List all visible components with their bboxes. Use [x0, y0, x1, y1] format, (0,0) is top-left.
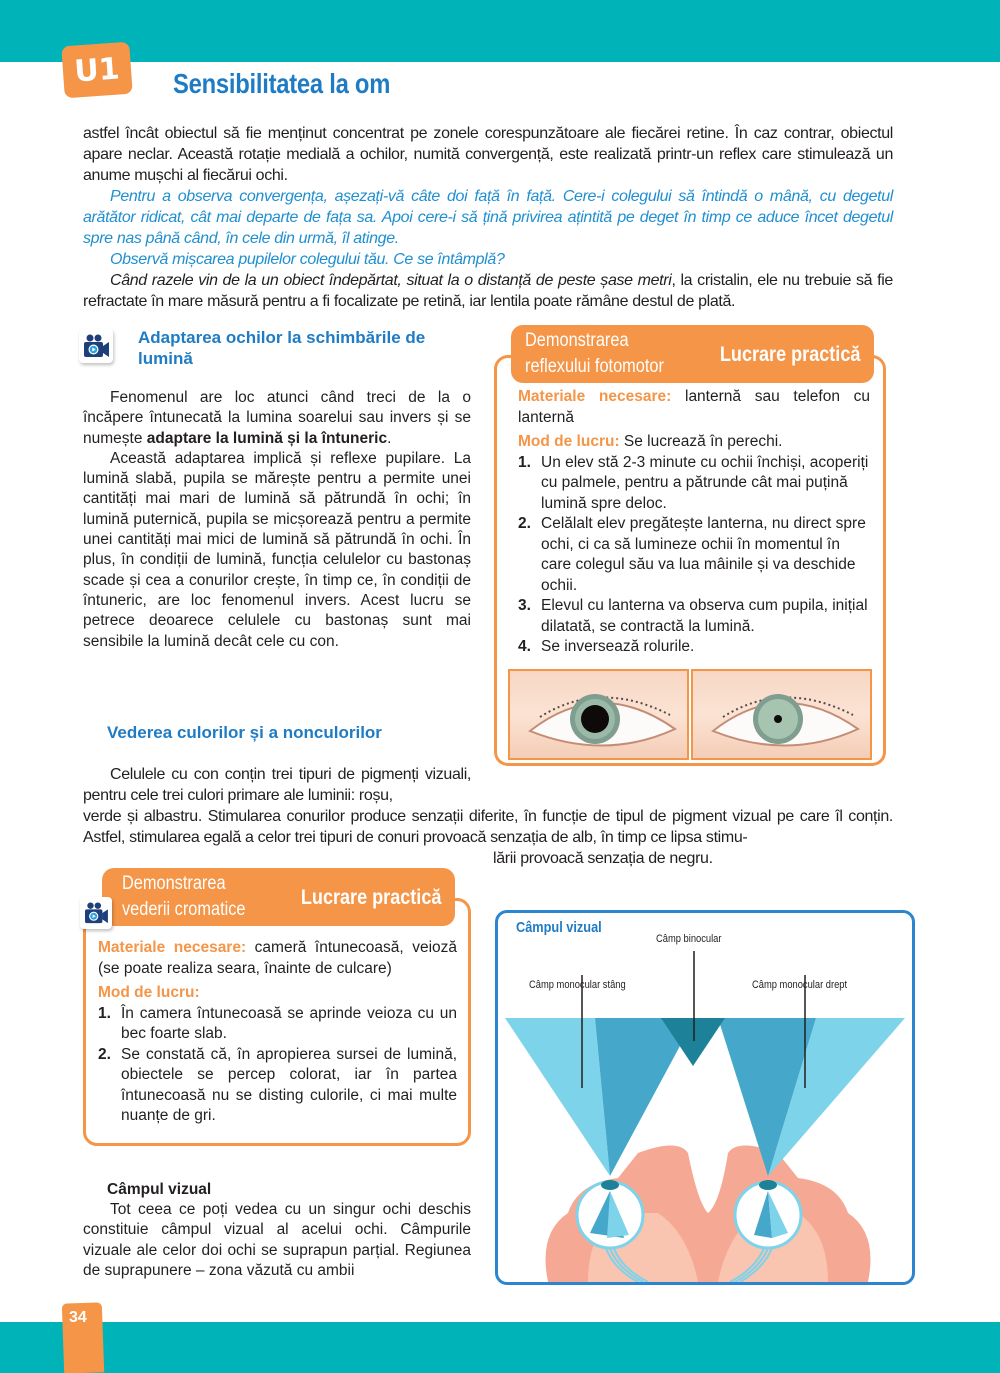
intro-paragraph-2: Pentru a observa convergența, așezați-vă câte doi față în față. Cere-i colegului să întindă o mână, cu degetul arătător ridicat, cât mai departe de fața sa. Apoi cere-i să țină privirea ațintită pe deget în timp ce aduce încet degetul spre nas până când, în cele din urmă, îl atinge.	[83, 188, 893, 247]
video-camera-icon[interactable]	[80, 897, 112, 929]
materials-text: lanternă sau telefon cu lanternă	[518, 388, 871, 426]
step-number: 2.	[518, 515, 531, 532]
intro-italic-phrase: Când razele vin de la un obiect îndepărtat, situat la o distanță de peste șase metri	[110, 272, 672, 289]
video-camera-glyph	[84, 902, 108, 924]
section-heading-colors: Vederea culorilor și a nonculorilor	[107, 723, 382, 742]
practical-reflex-tag: Lucrare practică	[719, 343, 860, 366]
right-lens	[759, 1180, 777, 1190]
practical-reflex-header	[511, 325, 874, 383]
section-heading-adaptation: Adaptarea ochilor la schimbările de lumină	[138, 328, 426, 368]
practical-reflex-body	[518, 387, 870, 658]
method-text: Se lucrează în perechi.	[619, 433, 783, 450]
materials-text: cameră întunecoasă, veioză (se poate realiza seara, înainte de culcare)	[98, 939, 457, 977]
practical-reflex-title	[525, 328, 664, 380]
intro-paragraph-4	[83, 270, 893, 312]
adaptation-p1-end: .	[387, 429, 392, 447]
intro-text	[83, 123, 893, 312]
step-number: 2.	[98, 1045, 111, 1063]
visual-field-illustration	[498, 913, 912, 1282]
practical-color-title-line1: Demonstrarea	[122, 873, 226, 894]
page-title: Sensibilitatea la om	[173, 68, 391, 99]
eye-dilated-illustration	[510, 671, 689, 760]
practical-color-materials	[98, 938, 457, 979]
section-heading-field: Câmpul vizual	[107, 1181, 212, 1198]
practical-color-header	[102, 868, 455, 926]
intro-rest: , la cristalin, ele nu trebuie să fie refractate în mare măsură pentru a fi focalizate pe retină, iar lentila poate rămâne destul de plată.	[83, 272, 893, 310]
practical-reflex-steps	[518, 453, 870, 658]
step-item	[518, 453, 870, 515]
practical-color-title-line2: vederii cromatice	[122, 899, 246, 920]
adaptation-p1-bold: adaptare la lumină și la întuneric	[146, 429, 388, 447]
step-item	[98, 1004, 457, 1045]
practical-color-title	[122, 871, 246, 923]
step-item	[518, 637, 870, 658]
intro-paragraph-1: astfel încât obiectul să fie menținut concentrat pe zonele corespunzătoare ale fiecărei retine. În caz contrar, obiectul apare neclar. Această rotație medială a ochilor, numită convergență, este realizată printr-un reflex care stimulează un anume mușchi al fiecărui ochi.	[83, 125, 893, 184]
step-text: Elevul cu lanterna va observa cum pupila, inițial dilatată, se contractă la lumină.	[541, 597, 868, 635]
step-text: În camera întunecoasă se aprinde veioza cu un bec foarte slab.	[121, 1004, 457, 1042]
step-item	[98, 1045, 457, 1127]
video-camera-icon[interactable]	[79, 329, 113, 363]
practical-color-steps	[98, 1004, 457, 1127]
top-band	[0, 0, 1000, 62]
field-paragraph: Tot ceea ce poți vedea cu un singur ochi deschis constituie câmpul vizual al acelui ochi. Câmpurile vizuale ale celor doi ochi se suprapun parțial. Regiunea de suprapunere – zona văzută cu ambii	[83, 1201, 471, 1279]
video-camera-glyph	[83, 334, 109, 358]
step-item	[518, 514, 870, 596]
label-monocular-left: Câmp monocular stâng	[529, 979, 626, 991]
step-text: Un elev stă 2-3 minute cu ochii închiși, acoperiți cu palmele, pentru a pătrunde cât mai puțină lumină spre deloc.	[541, 453, 869, 512]
practical-reflex-method	[518, 432, 870, 453]
step-number: 1.	[518, 453, 531, 471]
colors-paragraph-c: lării provoacă senzația de negru.	[493, 850, 713, 867]
step-number: 4.	[518, 638, 531, 655]
practical-reflex-title-line1: Demonstrarea	[525, 330, 629, 351]
adaptation-text	[83, 388, 471, 652]
step-number: 1.	[98, 1004, 111, 1022]
eye-photo-contracted	[691, 669, 872, 760]
step-number: 3.	[518, 597, 531, 614]
step-text: Celălalt elev pregătește lanterna, nu direct spre ochi, ci ca să lumineze ochii în momentul în care colegul său va lua mâinile și va deschide ochii.	[541, 515, 866, 594]
step-text: Se constată că, în apropierea sursei de lumină, obiectele se percep colorat, iar în partea întunecoasă nu se disting culorile, ci mai multe nuanțe de gri.	[121, 1045, 457, 1124]
step-item	[518, 596, 870, 637]
adaptation-paragraph-1	[83, 388, 471, 449]
page-number: 34	[69, 1309, 87, 1326]
step-text: Se inversează rolurile.	[541, 638, 695, 655]
diagram-title: Câmpul vizual	[516, 919, 602, 936]
practical-color-method-label: Mod de lucru:	[98, 984, 200, 1001]
eye-contracted-illustration	[693, 671, 872, 760]
label-monocular-right: Câmp monocular drept	[752, 979, 848, 991]
left-monocular-field	[505, 1018, 610, 1176]
eye-photo-dilated	[508, 669, 689, 760]
materials-label: Materiale necesare:	[518, 388, 672, 405]
left-lens	[601, 1180, 619, 1190]
practical-reflex-title-line2: reflexului fotomotor	[525, 356, 664, 377]
intro-paragraph-3: Observă mișcarea pupilelor colegului tău. Ce se întâmplă?	[110, 251, 505, 268]
unit-badge: U1	[61, 42, 132, 99]
practical-reflex-materials	[518, 387, 870, 428]
adaptation-p1-start: Fenomenul are loc atunci când treci de la o încăpere întunecată la lumina soarelui sau invers și se numește	[83, 389, 471, 447]
practical-color-tag: Lucrare practică	[300, 886, 441, 909]
label-binocular: Câmp binocular	[656, 933, 722, 945]
visual-field-diagram	[495, 910, 915, 1285]
method-label: Mod de lucru:	[518, 433, 620, 450]
adaptation-paragraph-2: Această adaptarea implică și reflexe pupilare. La lumină slabă, pupila se mărește pentru a permite unei cantități mai mari de lumină să pătrundă în ochi; în lumină puternică, pupila se micșorează pentru a permite unei cantități mai mici de lumină să pătrundă în ochi. În plus, în condiții de lumină, funcția celulelor cu bastonaș scade și cea a conurilor crește, în timp ce, în condiții de întuneric, are loc fenomenul invers. Acest lucru se petrece deoarece celulele cu bastonaș sunt mai sensibile la lumină decât cele cu con.	[83, 449, 471, 650]
practical-color-body	[98, 938, 457, 1127]
materials-label: Materiale necesare:	[98, 939, 247, 956]
colors-paragraph-b: verde și albastru. Stimularea conurilor produce senzații diferite, în funcție de tipul de pigment vizual pe care îl conțin. Astfel, stimularea egală a celor trei tipuri de conuri provoacă senzația de alb, în timp ce lipsa stimu-	[83, 808, 893, 846]
colors-paragraph-a: Celulele cu con conțin trei tipuri de pigmenți vizuali, pentru cele trei culori primare ale luminii: roșu,	[83, 766, 471, 804]
bottom-band	[0, 1322, 1000, 1373]
